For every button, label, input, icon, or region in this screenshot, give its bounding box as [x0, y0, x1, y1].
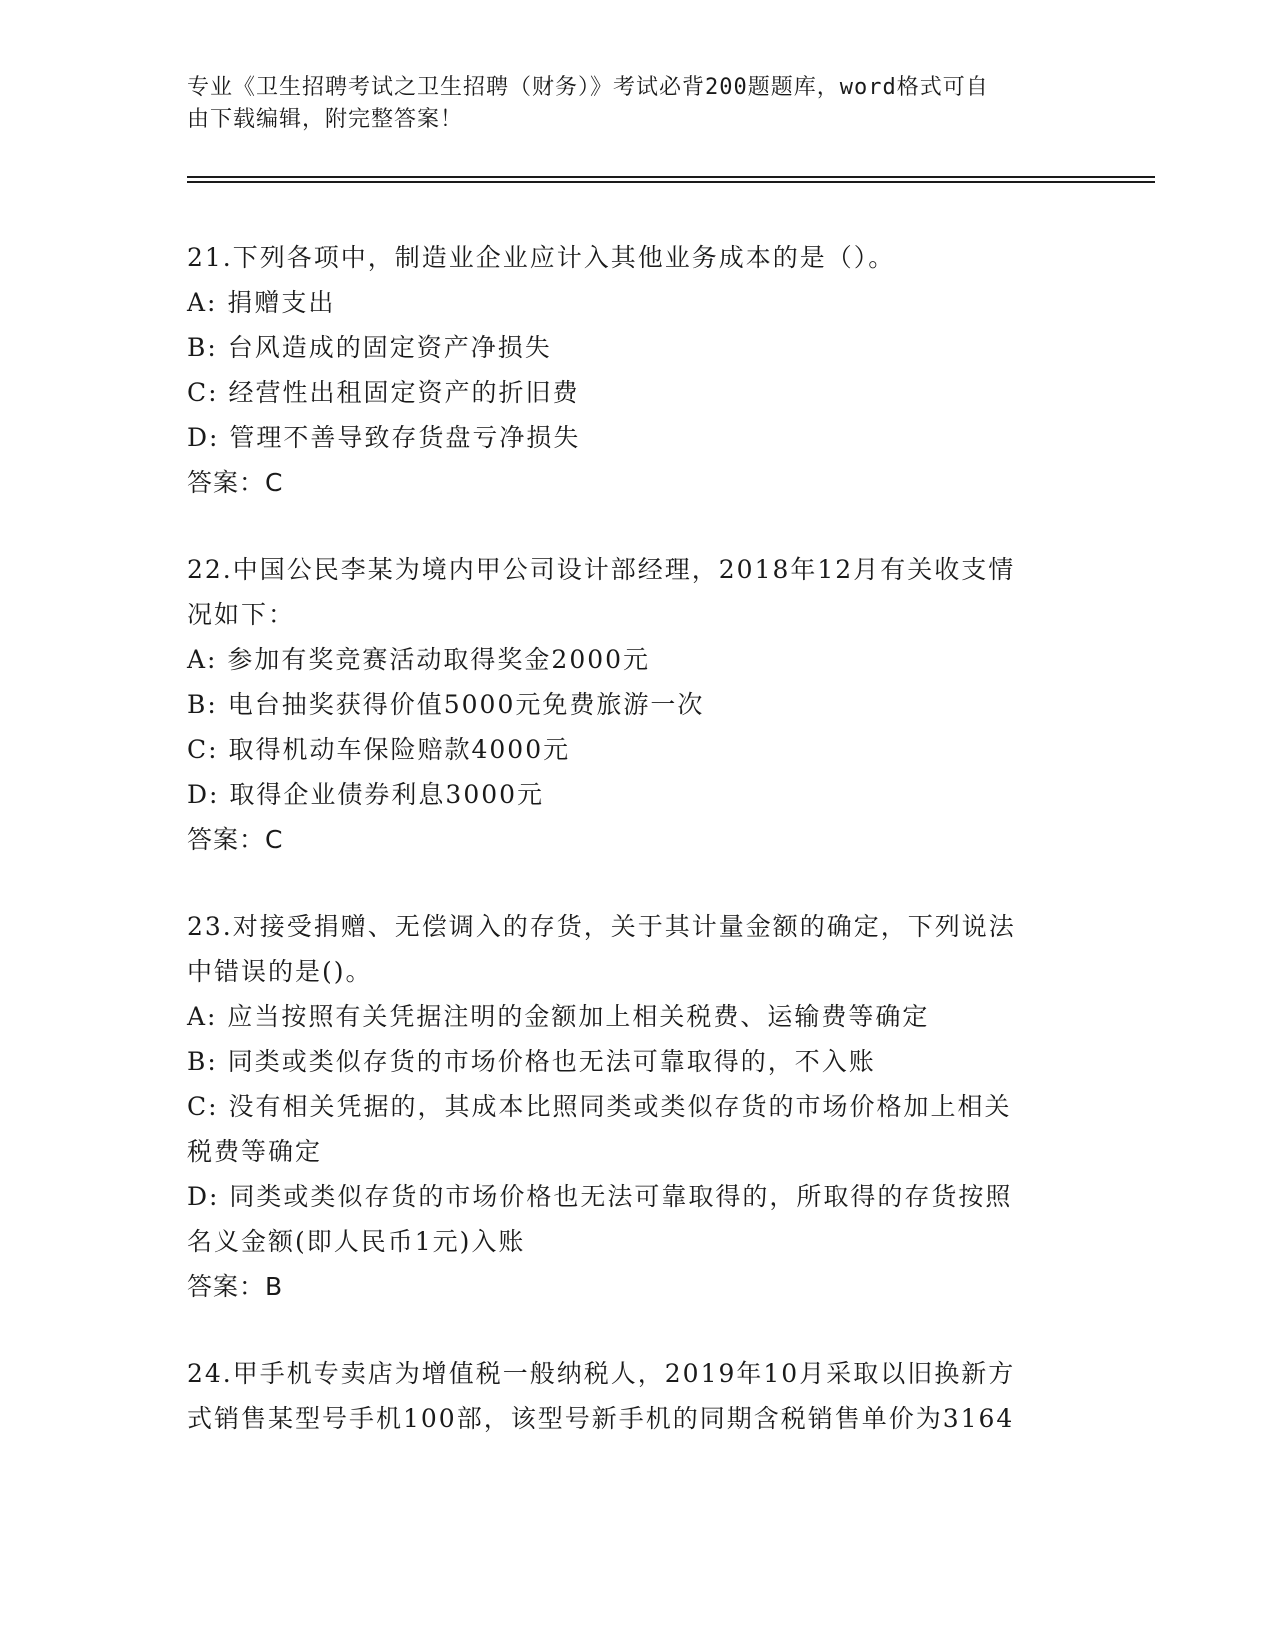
question-option: C: 没有相关凭据的，其成本比照同类或类似存货的市场价格加上相关 [187, 1092, 1012, 1121]
question-option: A: 应当按照有关凭据注明的金额加上相关税费、运输费等确定 [187, 1002, 930, 1031]
header-divider-top [187, 176, 1155, 178]
question-stem: 24.甲手机专卖店为增值税一般纳税人，2019年10月采取以旧换新方 [187, 1359, 1016, 1388]
question-option: 税费等确定 [187, 1137, 323, 1166]
question-option: A: 捐赠支出 [187, 288, 336, 317]
question-stem: 式销售某型号手机100部，该型号新手机的同期含税销售单价为3164 [187, 1404, 1015, 1433]
question-option: D: 管理不善导致存货盘亏净损失 [187, 423, 581, 452]
question-answer: 答案：C [187, 468, 284, 497]
question-option: B: 同类或类似存货的市场价格也无法可靠取得的，不入账 [187, 1047, 876, 1076]
header-divider-bottom [187, 181, 1155, 183]
question-option: 名义金额(即人民币1元)入账 [187, 1227, 526, 1256]
question-list [187, 235, 1087, 1483]
question-option: C: 取得机动车保险赔款4000元 [187, 735, 571, 764]
question-item [187, 235, 1087, 505]
question-option: D: 同类或类似存货的市场价格也无法可靠取得的，所取得的存货按照 [187, 1182, 1013, 1211]
question-stem: 21.下列各项中，制造业企业应计入其他业务成本的是（）。 [187, 243, 896, 272]
question-stem: 中错误的是()。 [187, 957, 373, 986]
question-answer: 答案：B [187, 1272, 284, 1301]
header-line-2: 由下载编辑，附完整答案！ [187, 107, 464, 132]
question-option: D: 取得企业债券利息3000元 [187, 780, 545, 809]
question-item [187, 547, 1087, 862]
question-option: B: 电台抽奖获得价值5000元免费旅游一次 [187, 690, 705, 719]
question-answer: 答案：C [187, 825, 284, 854]
document-header [187, 72, 1077, 136]
question-item [187, 904, 1087, 1309]
question-stem: 23.对接受捐赠、无偿调入的存货，关于其计量金额的确定，下列说法 [187, 912, 1016, 941]
question-stem: 况如下： [187, 600, 296, 629]
question-stem: 22.中国公民李某为境内甲公司设计部经理，2018年12月有关收支情 [187, 555, 1016, 584]
header-line-1: 专业《卫生招聘考试之卫生招聘（财务）》考试必背200题题库，word格式可自 [187, 75, 989, 100]
question-option: C: 经营性出租固定资产的折旧费 [187, 378, 580, 407]
question-option: A: 参加有奖竞赛活动取得奖金2000元 [187, 645, 651, 674]
question-item [187, 1351, 1087, 1441]
question-option: B: 台风造成的固定资产净损失 [187, 333, 552, 362]
